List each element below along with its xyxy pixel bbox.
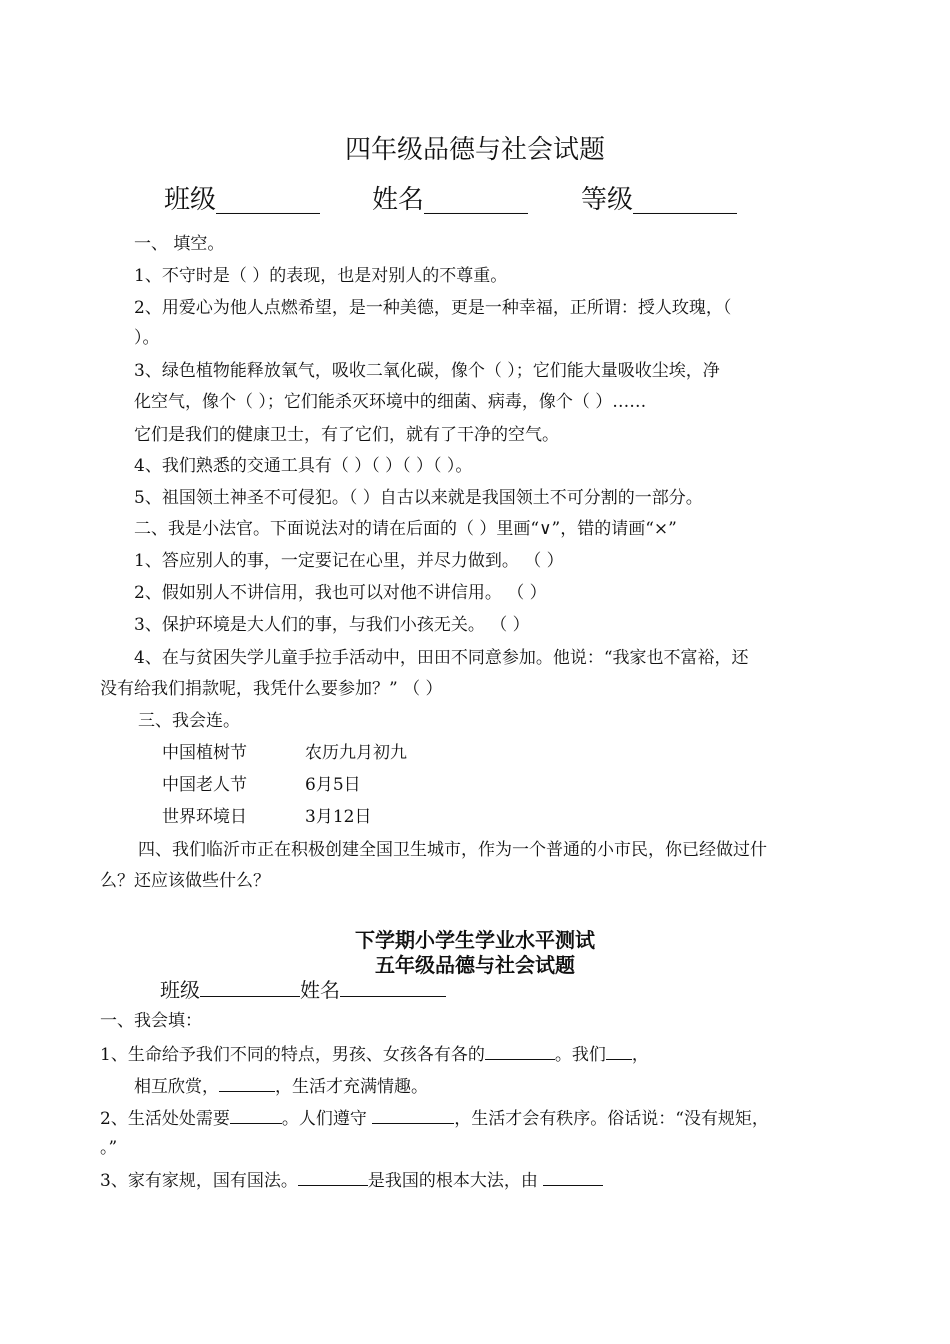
question-line: 3、绿色植物能释放氧气，吸收二氧化碳，像个（ ）；它们能大量吸收尘埃，净 [134,361,720,381]
question-line: 没有给我们捐款呢，我凭什么要参加？” （ ） [100,679,443,699]
match-item-left: 中国老人节 [162,775,247,795]
match-item-left: 中国植树节 [162,743,247,763]
question-line: 1、生命给予我们不同的特点，男孩、女孩各有各的 。我们 ， [100,1042,649,1066]
question-line: 4、我们熟悉的交通工具有（ ）（ ）（ ）（ ）。 [134,456,473,476]
test2-info-line [160,976,446,1002]
question-line: 1、答应别人的事，一定要记在心里，并尽力做到。 （ ） [134,551,564,571]
question-line: 2、用爱心为他人点燃希望，是一种美德，更是一种幸福，正所谓：授人玫瑰，（ [134,298,732,318]
name-field: 姓名________ [372,185,529,215]
answer-blank [219,1074,275,1092]
question-line: 。” [100,1138,118,1158]
match-item-right: 3月12日 [305,807,372,827]
answer-blank [543,1168,603,1186]
class-blank [200,976,300,997]
match-item-left: 世界环境日 [162,807,247,827]
question-line: 化空气，像个（ ）；它们能杀灭环境中的细菌、病毒，像个（ ）…… [134,392,647,412]
test1-title: 四年级品德与社会试题 [344,135,605,165]
answer-blank [230,1106,282,1124]
section-3-heading: 三、我会连。 [138,711,240,731]
match-item-right: 农历九月初九 [305,743,407,763]
test2-title-line1: 下学期小学生学业水平测试 [355,928,595,952]
question-line: 3、家有家规，国有国法。 是我国的根本大法，由 [100,1168,603,1192]
class-label: 班级 [160,978,200,1002]
question-line: 5、祖国领土神圣不可侵犯。（ ）自古以来就是我国领土不可分割的一部分。 [134,488,703,508]
section-4-heading: 四、我们临沂市正在积极创建全国卫生城市，作为一个普通的小市民，你已经做过什 [138,840,767,860]
section-2-heading: 二、我是小法官。下面说法对的请在后面的（ ）里画“∨”，错的请画“×” [134,519,677,539]
answer-blank [606,1042,632,1060]
match-item-right: 6月5日 [305,775,361,795]
answer-blank [372,1106,454,1124]
question-line: 它们是我们的健康卫士，有了它们，就有了干净的空气。 [134,425,559,445]
answer-blank [298,1168,368,1186]
question-line: 么？还应该做些什么？ [100,871,270,891]
question-line: ）。 [134,328,160,348]
answer-blank [485,1042,555,1060]
section-1-heading: 一、我会填： [100,1011,202,1031]
name-blank [340,976,446,997]
question-line: 2、假如别人不讲信用，我也可以对他不讲信用。 （ ） [134,583,547,603]
question-line: 相互欣赏， ，生活才充满情趣。 [134,1074,428,1098]
question-line: 2、生活处处需要 。人们遵守 ，生活才会有秩序。俗话说：“没有规矩， [100,1106,769,1130]
question-line: 4、在与贫困失学儿童手拉手活动中，田田不同意参加。他说：“我家也不富裕，还 [134,648,749,668]
question-line: 3、保护环境是大人们的事，与我们小孩无关。 （ ） [134,615,530,635]
test2-title-line2: 五年级品德与社会试题 [375,953,575,977]
class-field: 班级________ [164,185,321,215]
name-label: 姓名 [300,978,340,1002]
section-1-heading: 一、 填空。 [134,234,225,254]
grade-field: 等级________ [581,185,738,215]
question-line: 1、不守时是（ ）的表现，也是对别人的不尊重。 [134,266,508,286]
